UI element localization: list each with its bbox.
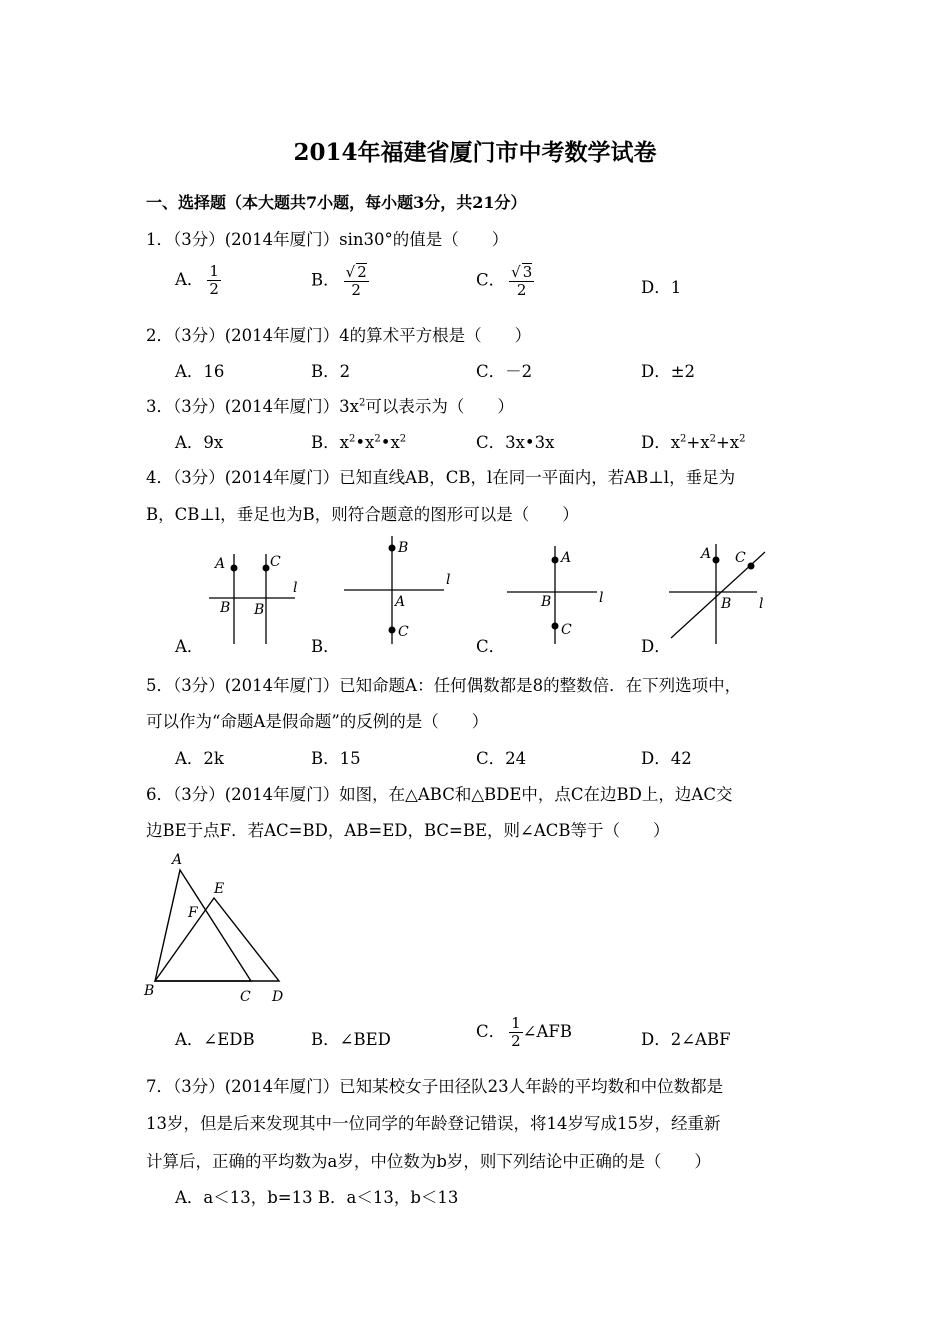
q4-option-a[interactable]: A． xyxy=(175,637,204,656)
q5-option-b[interactable]: B．15 xyxy=(311,749,361,768)
q6-figure-triangles xyxy=(140,848,300,1004)
svg-text:C: C xyxy=(270,554,281,570)
q5-line1: 5．（3分）(2014年厦门）已知命题A：任何偶数都是8的整数倍．在下列选项中， xyxy=(146,676,742,695)
svg-text:l: l xyxy=(446,572,451,588)
svg-text:F: F xyxy=(188,905,198,921)
q5-option-a[interactable]: A．2k xyxy=(175,749,224,768)
svg-text:l: l xyxy=(293,580,298,596)
q6-line1: 6．（3分）(2014年厦门）如图，在△ABC和△BDE中，点C在边BD上，边AC交 xyxy=(146,785,733,804)
q3-option-c[interactable]: C．3x•3x xyxy=(476,433,555,452)
svg-text:A: A xyxy=(561,550,572,566)
svg-text:B: B xyxy=(144,983,155,999)
svg-text:C: C xyxy=(398,624,409,640)
q1-option-a[interactable]: A． $\frac{1}{2}$ xyxy=(175,262,219,298)
q3-option-b[interactable]: B．$x^2•x^2•x^2$ xyxy=(311,433,407,452)
q1-option-c[interactable]: C． $\frac{√ 3}{2}$ xyxy=(476,263,533,299)
svg-text:C: C xyxy=(735,550,746,566)
svg-text:A: A xyxy=(215,556,226,572)
q5-option-c[interactable]: C．24 xyxy=(476,749,527,768)
q4-figure-d xyxy=(665,540,775,646)
q6-option-d[interactable]: D．2∠ABF xyxy=(641,1030,731,1049)
q6-option-b[interactable]: B．∠BED xyxy=(311,1030,391,1049)
q5-line2: 可以作为“命题A是假命题”的反例的是（ ） xyxy=(146,712,489,731)
q2-option-a[interactable]: A．16 xyxy=(175,362,225,381)
q2-option-b[interactable]: B．2 xyxy=(311,362,351,381)
q2-stem: 2．（3分）(2014年厦门）4的算术平方根是（ ） xyxy=(146,326,532,345)
q7-line3: 计算后，正确的平均数为a岁，中位数为b岁，则下列结论中正确的是（ ） xyxy=(146,1152,711,1171)
svg-text:A: A xyxy=(701,546,712,562)
q2-option-d[interactable]: D．±2 xyxy=(641,362,696,381)
q3-option-d[interactable]: D．$x^2+x^2+x^2$ xyxy=(641,433,746,452)
q5-option-d[interactable]: D．42 xyxy=(641,749,692,768)
svg-text:E: E xyxy=(214,881,225,897)
q3-stem: 3．（3分）(2014年厦门）$3x^2$可以表示为（ ） xyxy=(146,397,514,416)
q7-line1: 7．（3分）(2014年厦门）已知某校女子田径队23人年龄的平均数和中位数都是 xyxy=(146,1077,724,1096)
q4-figure-a xyxy=(205,546,305,646)
q7-options[interactable]: A．a＜13，b=13 B．a＜13，b＜13 xyxy=(175,1188,459,1207)
svg-text:l: l xyxy=(759,596,764,612)
q6-option-a[interactable]: A．∠EDB xyxy=(175,1030,255,1049)
q3-option-a[interactable]: A．9x xyxy=(175,433,224,452)
q4-line1: 4．（3分）(2014年厦门）已知直线AB，CB，l在同一平面内，若AB⊥l，垂足为 xyxy=(146,468,736,487)
q6-line2: 边BE于点F．若AC=BD，AB=ED，BC=BE，则∠ACB等于（ ） xyxy=(146,821,670,840)
svg-text:B: B xyxy=(220,600,231,616)
svg-text:C: C xyxy=(561,622,572,638)
svg-text:B: B xyxy=(721,596,732,612)
q6-option-c[interactable]: C． $\frac{1}{2}$ ∠AFB xyxy=(476,1014,572,1050)
q4-figure-c xyxy=(505,542,615,646)
svg-text:B: B xyxy=(541,594,552,610)
page-title: 2014年福建省厦门市中考数学试卷 xyxy=(293,139,657,166)
q4-line2: B，CB⊥l，垂足也为B，则符合题意的图形可以是（ ） xyxy=(146,505,579,524)
q2-option-c[interactable]: C．－2 xyxy=(476,362,533,381)
svg-text:C: C xyxy=(240,989,251,1004)
svg-text:l: l xyxy=(599,590,604,606)
q4-option-d[interactable]: D． xyxy=(641,637,671,656)
q1-option-d[interactable]: D．1 xyxy=(641,278,682,297)
q4-option-c[interactable]: C． xyxy=(476,637,506,656)
svg-text:A: A xyxy=(172,852,183,868)
q1-stem: 1．（3分）(2014年厦门）sin30°的值是（ ） xyxy=(146,230,509,249)
svg-text:D: D xyxy=(272,989,284,1004)
svg-text:B: B xyxy=(398,540,409,556)
q4-figure-b xyxy=(340,534,460,646)
q7-line2: 13岁，但是后来发现其中一位同学的年龄登记错误，将14岁写成15岁，经重新 xyxy=(146,1114,721,1133)
q4-option-b[interactable]: B． xyxy=(311,637,340,656)
svg-text:B: B xyxy=(254,602,265,618)
q1-option-b[interactable]: B． $\frac{√ 2}{2}$ xyxy=(311,263,367,299)
svg-text:A: A xyxy=(395,594,406,610)
section-heading: 一、选择题（本大题共7小题，每小题3分，共21分） xyxy=(146,193,527,212)
